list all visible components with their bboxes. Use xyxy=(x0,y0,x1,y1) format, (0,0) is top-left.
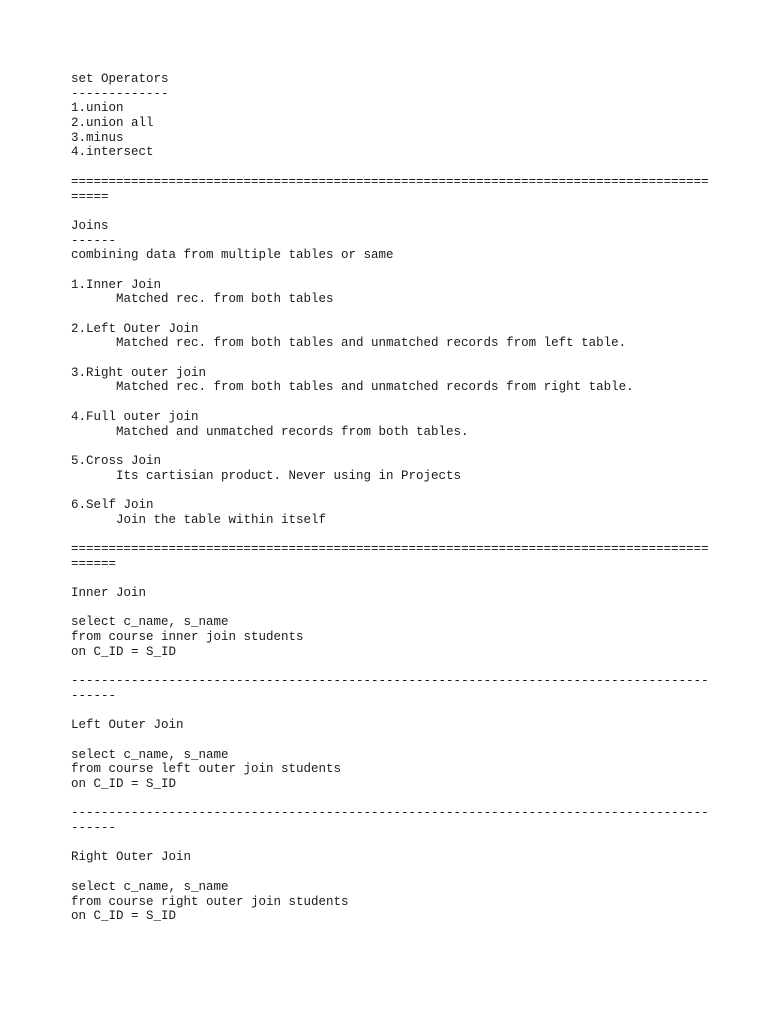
text-line: ====== xyxy=(71,556,117,571)
text-line: on C_ID = S_ID xyxy=(71,644,177,659)
text-line: Left Outer Join xyxy=(71,718,184,733)
text-line: 2.union all xyxy=(71,116,154,131)
text-line: Matched and unmatched records from both tables. xyxy=(116,424,469,439)
blank-line xyxy=(71,483,711,498)
blank-line xyxy=(71,865,711,880)
text-line: from course right outer join students xyxy=(71,894,349,909)
text-line: select c_name, s_name xyxy=(71,747,229,762)
text-line: ===================================================================================== xyxy=(71,542,709,556)
blank-line xyxy=(71,660,711,675)
text-line: Its cartisian product. Never using in Projects xyxy=(116,468,462,483)
text-line: 2.Left Outer Join xyxy=(71,321,199,336)
blank-line xyxy=(71,571,711,586)
text-line: from course inner join students xyxy=(71,630,304,645)
text-line: 4.Full outer join xyxy=(71,409,199,424)
text-line: set Operators xyxy=(71,72,169,86)
text-line: select c_name, s_name xyxy=(71,615,229,630)
blank-line xyxy=(71,836,711,851)
text-line: 3.minus xyxy=(71,130,124,145)
text-line: on C_ID = S_ID xyxy=(71,909,177,924)
text-line: ------ xyxy=(71,821,117,836)
blank-line xyxy=(71,204,711,219)
text-line: ------ xyxy=(71,233,117,248)
text-line: Matched rec. from both tables and unmatched records from right table. xyxy=(116,380,634,395)
text-line: combining data from multiple tables or same xyxy=(71,248,394,263)
blank-line xyxy=(71,395,711,410)
blank-line xyxy=(71,792,711,807)
text-line: Joins xyxy=(71,218,109,233)
text-line: 1.Inner Join xyxy=(71,277,162,292)
text-line: Matched rec. from both tables xyxy=(116,292,334,307)
text-line: ------------------------------------------------------------------------------------- xyxy=(71,806,709,821)
text-line: ------------- xyxy=(71,86,169,101)
text-line: 3.Right outer join xyxy=(71,365,207,380)
document-body xyxy=(71,72,711,924)
text-line: Inner Join xyxy=(71,586,147,601)
text-line: from course left outer join students xyxy=(71,762,342,777)
blank-line xyxy=(71,439,711,454)
blank-line xyxy=(71,704,711,719)
text-line: Join the table within itself xyxy=(116,512,327,527)
blank-line xyxy=(71,160,711,175)
text-line: ------ xyxy=(71,688,117,703)
blank-line xyxy=(71,733,711,748)
text-line: Matched rec. from both tables and unmatched records from left table. xyxy=(116,336,627,351)
blank-line xyxy=(71,307,711,322)
text-line: ===================================================================================== xyxy=(71,174,709,189)
text-line: select c_name, s_name xyxy=(71,879,229,894)
blank-line xyxy=(71,527,711,542)
text-line: on C_ID = S_ID xyxy=(71,777,177,791)
text-line: ------------------------------------------------------------------------------------- xyxy=(71,674,709,689)
blank-line xyxy=(71,263,711,278)
text-line: 4.intersect xyxy=(71,145,154,160)
blank-line xyxy=(71,601,711,616)
text-line: 5.Cross Join xyxy=(71,453,162,468)
blank-line xyxy=(71,351,711,366)
text-line: 6.Self Join xyxy=(71,497,154,512)
text-line: Right Outer Join xyxy=(71,850,192,865)
text-line: 1.union xyxy=(71,101,124,116)
text-line: ===== xyxy=(71,189,109,204)
